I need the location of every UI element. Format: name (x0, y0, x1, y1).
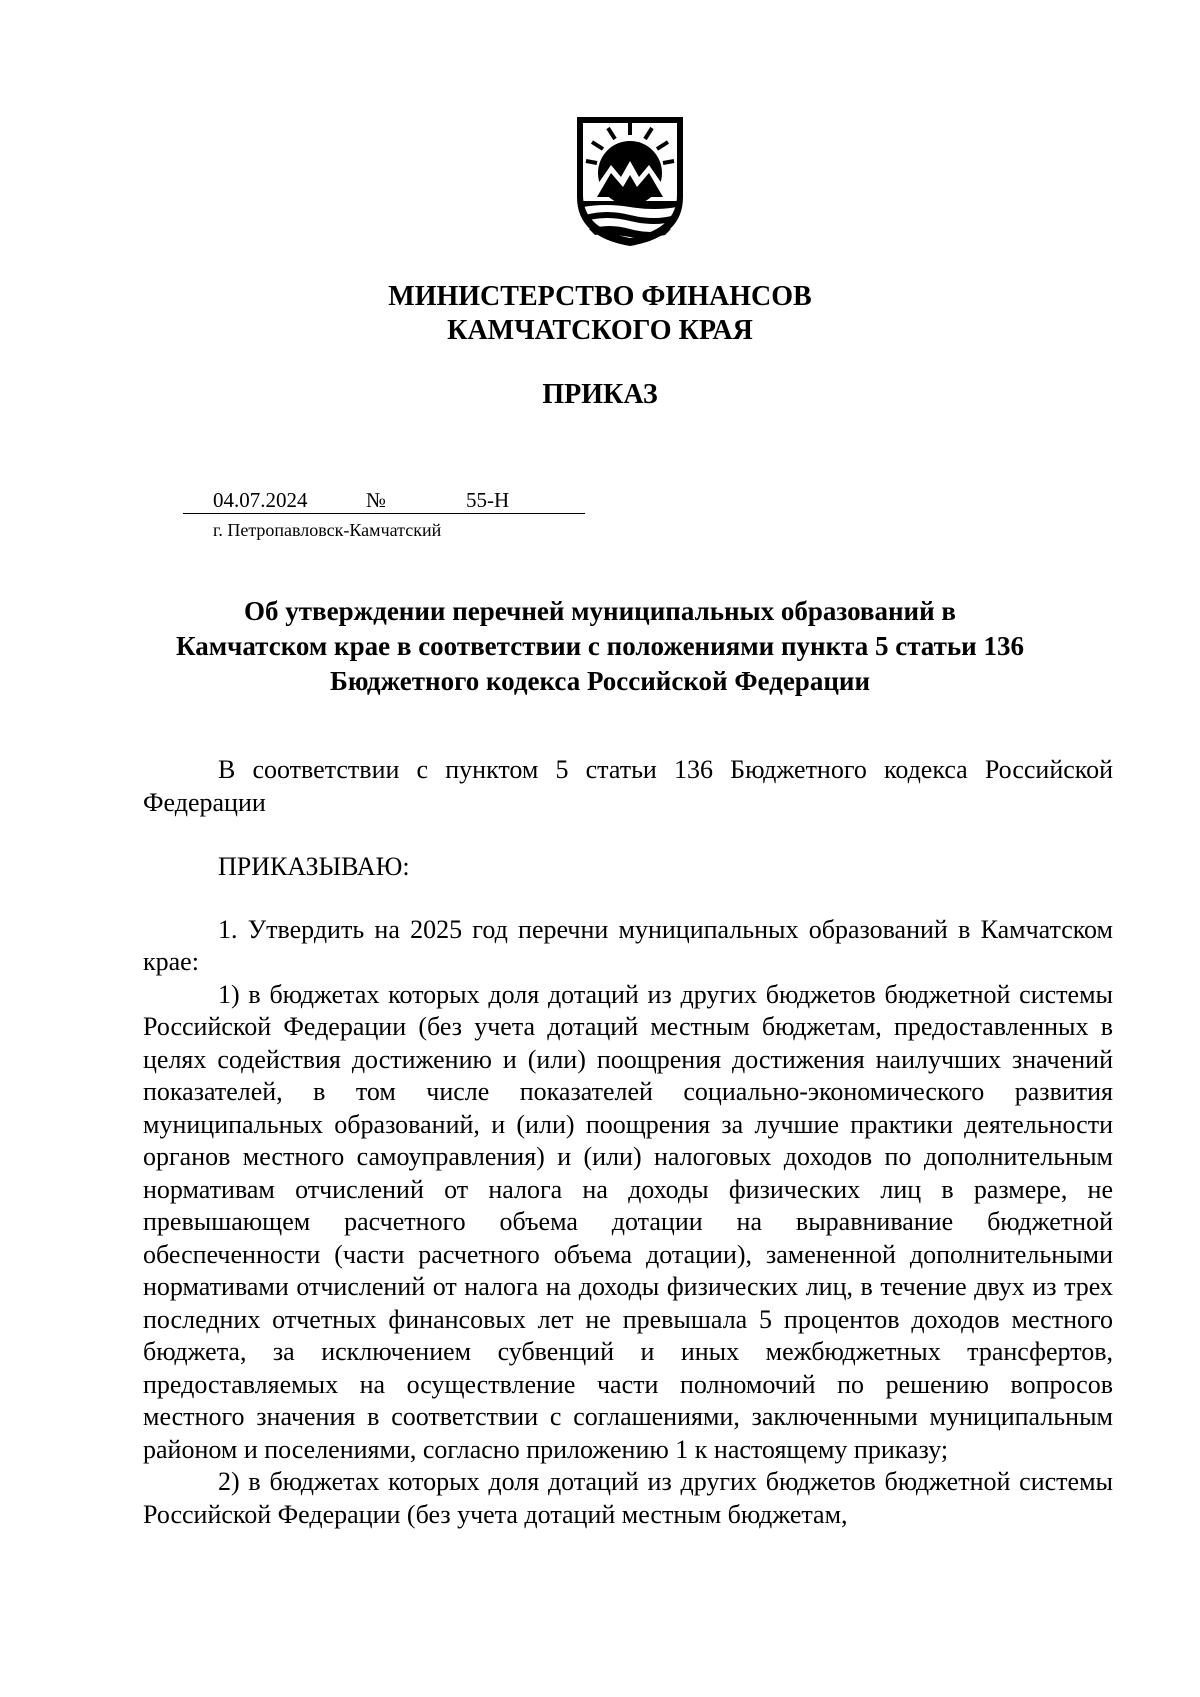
order-date: 04.07.2024 (213, 488, 308, 512)
subject-line-3: Бюджетного кодекса Российской Федерации (329, 666, 870, 696)
document-type: ПРИКАЗ (542, 379, 658, 410)
order-number: 55-Н (466, 488, 510, 512)
item-1-paragraph: 1. Утвердить на 2025 год перечни муниципальных образований в Камчатском крае: (143, 914, 1113, 976)
org-line-2: КАМЧАТСКОГО КРАЯ (447, 315, 753, 346)
order-subject (0, 594, 1200, 699)
order-body (143, 754, 1113, 1531)
kamchatka-coat-of-arms-icon (575, 115, 685, 248)
item-1-1-paragraph: 1) в бюджетах которых доля дотаций из других бюджетов бюджетной системы Российской Федерации (без учета дотаций местным бюджетам, предоставленных в целях содействия достижению и (или) поощрения достижения наилучших значений показателей, в том числе показателей социально-экономического развития муниципальных образований, и (или) поощрения за лучшие практики деятельности органов местного самоуправления) и (или) налоговых доходов по дополнительным нормативам отчислений от налога на доходы физических лиц в размере, не превышающем расчетного объема дотации на выравнивание бюджетной обеспеченности (части расчетного объема дотации), замененной дополнительными нормативами отчислений от налога на доходы физических лиц, в течение двух из трех последних отчетных финансовых лет не превышала 5 процентов доходов местного бюджета, за исключением субвенций и иных межбюджетных трансфертов, предоставляемых на осуществление части полномочий по решению вопросов местного значения в соответствии с соглашениями, заключенными муниципальным районом и поселениями, согласно приложению 1 к настоящему приказу; (143, 979, 1113, 1464)
order-number-sign: № (366, 488, 387, 512)
organization-name (0, 280, 1200, 348)
subject-line-1: Об утверждении перечней муниципальных образований в (243, 596, 957, 626)
coat-of-arms-emblem (575, 115, 685, 248)
subject-line-2: Камчатском крае в соответствии с положениями пункта 5 статьи 136 (176, 631, 1024, 661)
order-meta-line (183, 487, 585, 514)
item-1-2-paragraph: 2) в бюджетах которых доля дотаций из других бюджетов бюджетной системы Российской Федерации (без учета дотаций местным бюджетам, (143, 1467, 1113, 1529)
preamble-paragraph: В соответствии с пунктом 5 статьи 136 Бюджетного кодекса Российской Федерации (143, 755, 1113, 817)
order-word: ПРИКАЗЫВАЮ: (218, 852, 410, 881)
org-line-1: МИНИСТЕРСТВО ФИНАНСОВ (388, 281, 812, 312)
order-city: г. Петропавловск-Камчатский (213, 520, 442, 540)
